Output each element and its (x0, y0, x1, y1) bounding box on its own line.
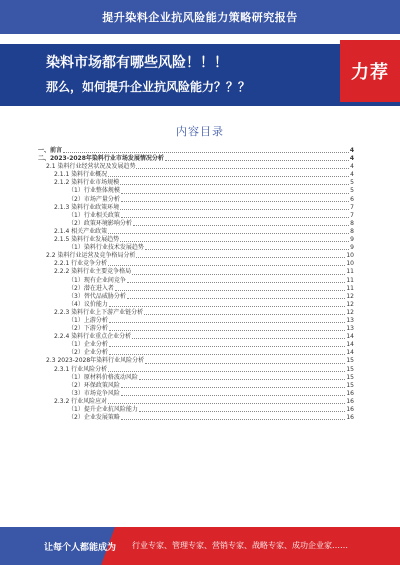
toc-entry[interactable] (38, 390, 354, 398)
toc-entry-page: 9 (350, 244, 354, 252)
toc-entry[interactable] (38, 309, 354, 317)
toc-entry-page: 15 (346, 365, 354, 373)
toc-entry-label: 2.1 染料行业经营状况及发展趋势 (46, 163, 136, 171)
toc-leader-dots (144, 314, 345, 315)
toc-leader-dots (108, 233, 349, 234)
toc-entry-page: 15 (346, 373, 354, 381)
toc-entry[interactable] (38, 147, 354, 155)
toc-entry[interactable] (38, 187, 354, 195)
toc-leader-dots (121, 193, 349, 194)
toc-entry[interactable] (38, 357, 354, 365)
toc-entry[interactable] (38, 317, 354, 325)
footer-bar (0, 527, 400, 565)
toc-entry-label: （2）潜在进入者 (68, 284, 114, 292)
footer-slogan: 让每个人都能成为 (44, 543, 117, 553)
toc-entry-page: 7 (350, 211, 354, 219)
toc-entry-page: 4 (350, 163, 354, 171)
toc-entry-label: （3）替代品威胁分析 (68, 292, 126, 300)
toc-leader-dots (120, 209, 349, 210)
recommend-badge: 力荐 (340, 40, 400, 102)
footer-expert-list: 行业专家、管理专家、营销专家、战略专家、成功企业家…… (132, 541, 348, 550)
toc-entry-label: 2.2.1 行业竞争分析 (54, 260, 108, 268)
toc-entry-page: 13 (346, 325, 354, 333)
toc-entry-label: （2）企业分析 (68, 349, 108, 357)
toc-leader-dots (108, 176, 349, 177)
toc-entry-label: （1）行业整体规模 (68, 187, 120, 195)
toc-entry[interactable] (38, 212, 354, 220)
toc-entry-page: 16 (346, 397, 354, 405)
toc-entry-page: 7 (350, 203, 354, 211)
toc-leader-dots (121, 201, 349, 202)
toc-leader-dots (132, 274, 345, 275)
toc-leader-dots (127, 282, 346, 283)
toc-leader-dots (108, 371, 345, 372)
toc-entry[interactable] (38, 366, 354, 374)
toc-leader-dots (133, 225, 349, 226)
toc-leader-dots (139, 379, 346, 380)
toc-entry-label: 2.2.3 染料行业上下游产业链分析 (54, 308, 144, 316)
toc-entry[interactable] (38, 325, 354, 333)
toc-entry-page: 12 (346, 292, 354, 300)
toc-entry-page: 6 (350, 195, 354, 203)
toc-entry[interactable] (38, 406, 354, 414)
toc-entry-label: （1）现有企业间竞争 (68, 276, 126, 284)
toc-entry-label: 2.3 2023-2028年染料行业风险分析 (46, 357, 145, 365)
toc-entry-page: 14 (346, 349, 354, 357)
toc-entry-page: 14 (346, 333, 354, 341)
toc-entry-label: 2.1.3 染料行业政策环境 (54, 203, 120, 211)
report-header-bar (0, 0, 400, 34)
toc-leader-dots (109, 354, 346, 355)
toc-leader-dots (145, 249, 349, 250)
toc-heading: 内容目录 (176, 125, 224, 138)
toc-entry-page: 4 (350, 171, 354, 179)
toc-entry-page: 12 (346, 308, 354, 316)
toc-entry[interactable] (38, 398, 354, 406)
toc-leader-dots (139, 411, 346, 412)
toc-entry[interactable] (38, 196, 354, 204)
toc-entry-page: 8 (350, 219, 354, 227)
toc-entry-label: （4）议价能力 (68, 300, 108, 308)
toc-leader-dots (108, 403, 345, 404)
toc-entry-label: 2.1.2 染料行业市场规模 (54, 179, 120, 187)
toc-entry-page: 5 (350, 179, 354, 187)
toc-entry-page: 11 (346, 268, 354, 276)
toc-entry-label: 2.3.2 行业风险应对 (54, 397, 108, 405)
toc-entry[interactable] (38, 301, 354, 309)
toc-entry-page: 9 (350, 236, 354, 244)
toc-entry-page: 15 (346, 357, 354, 365)
toc-entry[interactable] (38, 374, 354, 382)
toc-entry[interactable] (38, 414, 354, 422)
toc-leader-dots (165, 160, 349, 161)
toc-entry[interactable] (38, 293, 354, 301)
toc-entry-label: （2）环保政策风险 (68, 381, 120, 389)
toc-entry-label: （2）政策环境影响分析 (68, 219, 132, 227)
toc-leader-dots (136, 168, 349, 169)
toc-entry[interactable] (38, 228, 354, 236)
toc-leader-dots (127, 298, 346, 299)
toc-leader-dots (109, 330, 346, 331)
toc-entry-page: 4 (349, 155, 354, 163)
toc-entry-label: （1）行业相关政策 (68, 211, 120, 219)
toc-entry-label: （1）染料行业技术发展趋势 (68, 244, 144, 252)
toc-leader-dots (120, 241, 349, 242)
toc-entry[interactable] (38, 236, 354, 244)
toc-entry-label: （1）上游分析 (68, 316, 108, 324)
toc-entry-page: 10 (346, 260, 354, 268)
report-title: 提升染料企业抗风险能力策略研究报告 (102, 11, 298, 24)
toc-entry-page: 15 (346, 381, 354, 389)
toc-entry-page: 11 (346, 276, 354, 284)
banner-headline: 染料市场都有哪些风险！！！ (46, 55, 228, 71)
toc-entry-page: 10 (346, 252, 354, 260)
toc-entry-page: 16 (346, 414, 354, 422)
toc-leader-dots (120, 184, 349, 185)
toc-entry-page: 12 (346, 300, 354, 308)
toc-leader-dots (145, 363, 345, 364)
toc-entry-label: 一、前言 (38, 147, 63, 154)
toc-leader-dots (109, 346, 346, 347)
toc-entry-page: 8 (350, 227, 354, 235)
toc-entry[interactable] (38, 204, 354, 212)
toc-entry-page: 16 (346, 406, 354, 413)
toc-entry-label: 2.1.5 染料行业发展趋势 (54, 236, 120, 244)
toc-entry-label: （2）企业发展策略 (68, 414, 120, 422)
toc-entry[interactable] (38, 382, 354, 390)
toc-entry-label: 2.3.1 行业风险分析 (54, 365, 108, 373)
toc-entry[interactable] (38, 220, 354, 228)
toc-entry-label: 2.1.1 染料行业概况 (54, 171, 108, 179)
table-of-contents (38, 147, 354, 422)
toc-leader-dots (115, 290, 346, 291)
toc-entry[interactable] (38, 268, 354, 276)
toc-leader-dots (121, 387, 346, 388)
toc-leader-dots (132, 338, 345, 339)
toc-leader-dots (121, 395, 346, 396)
toc-leader-dots (109, 322, 346, 323)
toc-entry[interactable] (38, 155, 354, 163)
toc-entry-label: （2）下游分析 (68, 325, 108, 333)
toc-leader-dots (109, 306, 346, 307)
toc-entry-page: 5 (350, 187, 354, 195)
toc-entry-label: （3）市场竞争风险 (68, 389, 120, 397)
toc-entry-page: 14 (346, 341, 354, 349)
toc-entry-label: 2.2 染料行业运营及竞争格局分析 (46, 252, 136, 260)
toc-entry[interactable] (38, 285, 354, 293)
toc-entry-label: 二、2023-2028年染料行业市场发展情况分析 (38, 155, 164, 163)
toc-entry-label: （1）企业分析 (68, 341, 108, 349)
toc-entry-label: 2.2.2 染料行业主要竞争格局 (54, 268, 132, 276)
toc-leader-dots (63, 152, 349, 153)
toc-entry-label: （1）提升企业抗风险能力 (68, 406, 138, 413)
toc-entry-page: 13 (346, 316, 354, 324)
banner-subheadline: 那么，如何提升企业抗风险能力？？？ (46, 80, 251, 94)
toc-entry-page: 11 (346, 284, 354, 292)
toc-leader-dots (121, 217, 349, 218)
toc-leader-dots (108, 265, 345, 266)
toc-entry-label: （1）原材料价格波动风险 (68, 373, 138, 381)
toc-entry[interactable] (38, 277, 354, 285)
toc-leader-dots (136, 257, 345, 258)
toc-entry-label: （2）市场产量分析 (68, 195, 120, 203)
toc-entry-page: 4 (349, 147, 354, 154)
toc-entry-label: 2.1.4 相关产业政策 (54, 227, 108, 235)
toc-entry-label: 2.2.4 染料行业重点企业分析 (54, 333, 132, 341)
toc-leader-dots (121, 419, 346, 420)
toc-entry-page: 16 (346, 389, 354, 397)
toc-entry[interactable] (38, 244, 354, 252)
